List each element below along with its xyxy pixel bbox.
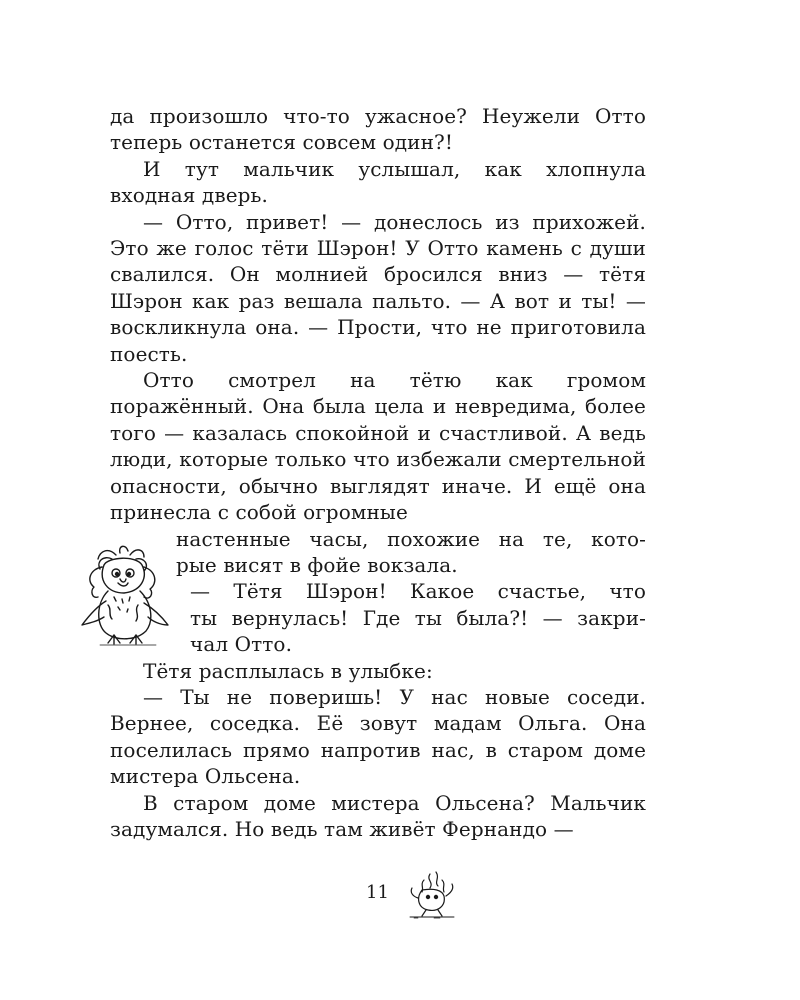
illus-line-1: настенные часы, похожие на те, кото- (176, 526, 646, 551)
page-number: 11 (366, 882, 389, 903)
illus-line-3: — Тётя Шэрон! Какое счастье, что (190, 579, 646, 604)
paragraph-5: Тётя расплылась в улыбке: (143, 658, 433, 683)
illustrated-section (110, 526, 646, 658)
paragraph-2: И тут мальчик услышал, как хлопнула входная дверь. (110, 156, 646, 208)
illus-line-2: рые висят в фойе вокзала. (176, 552, 458, 577)
paragraph-7: В старом доме мистера Ольсена? Мальчик задумался. Но ведь там живёт Фернандо — (110, 790, 646, 841)
page-footer (0, 870, 800, 920)
body-text (110, 103, 646, 842)
sprite-illustration-icon (404, 870, 460, 920)
paragraph-3: — Отто, привет! — донеслось из прихожей. Это же голос тёти Шэрон! У Отто камень с души свалился. Он молнией бросился вниз — тётя Шэрон как раз вешала пальто. — А вот и ты! — воскликнула она. — Прости, что не приготовила поесть. (110, 209, 646, 366)
illus-line-4: ты вернулась! Где ты была?! — закри- (190, 605, 646, 630)
paragraph-4: Отто смотрел на тётю как громом поражённый. Она была цела и невредима, более того — казалась спокойной и счастливой. А ведь люди, которые только что избежали смертельной опасности, обычно выглядят иначе. И ещё она принесла с собой огромные (110, 368, 646, 525)
illus-line-5: чал Отто. (190, 632, 293, 657)
paragraph-1: да произошло что-то ужасное? Неужели Отто теперь останется совсем один?! (110, 104, 646, 155)
bird-illustration-icon (78, 545, 178, 647)
paragraph-6: — Ты не поверишь! У нас новые соседи. Вернее, соседка. Её зовут мадам Ольга. Она поселилась прямо напротив нас, в старом доме мистера Ольсена. (110, 684, 646, 789)
